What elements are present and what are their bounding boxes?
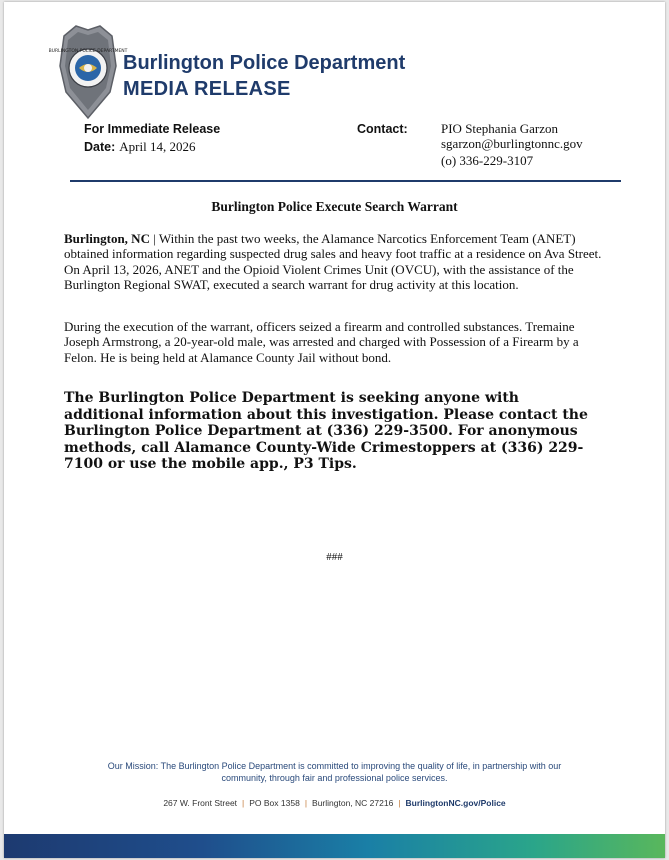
address-street: 267 W. Front Street — [163, 798, 238, 808]
address-separator: | — [398, 798, 401, 808]
date-value: April 14, 2026 — [119, 139, 196, 154]
contact-name: PIO Stephania Garzon — [441, 121, 558, 136]
end-of-release-mark: ### — [326, 551, 343, 563]
address-city: Burlington, NC 27216 — [312, 798, 394, 808]
public-appeal: The Burlington Police Department is seeking anyone with additional information about this investigation. Please contact the Burlington Police Department at (336) 229-3500. For anonymous methods, call Alamance County-Wide Crimestoppers at (336) 229-7100 or use the mobile app., P3 Tips. — [64, 390, 588, 472]
address-separator: | — [242, 798, 245, 808]
mission-statement: Our Mission: The Burlington Police Department is committed to improving the quality of life, in partnership with our community, through fair and professional police services. — [107, 761, 562, 783]
organization-name: Burlington Police Department — [123, 52, 406, 74]
footer-address — [4, 798, 665, 808]
article-paragraph-1 — [64, 231, 612, 292]
article-headline: Burlington Police Execute Search Warrant — [211, 199, 458, 214]
article-paragraph-2: During the execution of the warrant, officers seized a firearm and controlled substances. Tremaine Joseph Armstrong, a 20-year-old male, was arrested and charged with Possession of a Firearm by a Felon. He is being held at Alamance County Jail without bond. — [64, 319, 579, 365]
document-page — [4, 2, 665, 858]
contact-phone: (o) 336-229-3107 — [441, 153, 534, 168]
badge-ring-text: BURLINGTON POLICE DEPARTMENT — [48, 49, 128, 54]
release-type-title: MEDIA RELEASE — [123, 78, 291, 100]
dateline: Burlington, NC — [64, 231, 150, 246]
footer-color-bar — [4, 834, 665, 858]
date-label: Date: — [84, 140, 116, 154]
header-divider — [70, 180, 621, 182]
contact-label: Contact: — [357, 122, 408, 136]
release-date — [84, 138, 195, 156]
police-badge-icon — [48, 22, 128, 122]
address-separator: | — [304, 798, 308, 808]
paragraph-1-text: | Within the past two weeks, the Alamance Narcotics Enforcement Team (ANET) obtained information regarding suspected drug sales and heavy foot traffic at a residence on Ava Street. On April 13, 2026, ANET and the Opioid Violent Crimes Unit (OVCU), with the assistance of the Burlington Regional SWAT, executed a search warrant for drug activity at this location. — [64, 231, 602, 292]
website-link[interactable]: BurlingtonNC.gov/Police — [405, 798, 506, 808]
contact-email[interactable]: sgarzon@burlingtonnc.gov — [441, 136, 583, 151]
address-po-box: PO Box 1358 — [249, 798, 300, 808]
release-label: For Immediate Release — [84, 122, 221, 136]
